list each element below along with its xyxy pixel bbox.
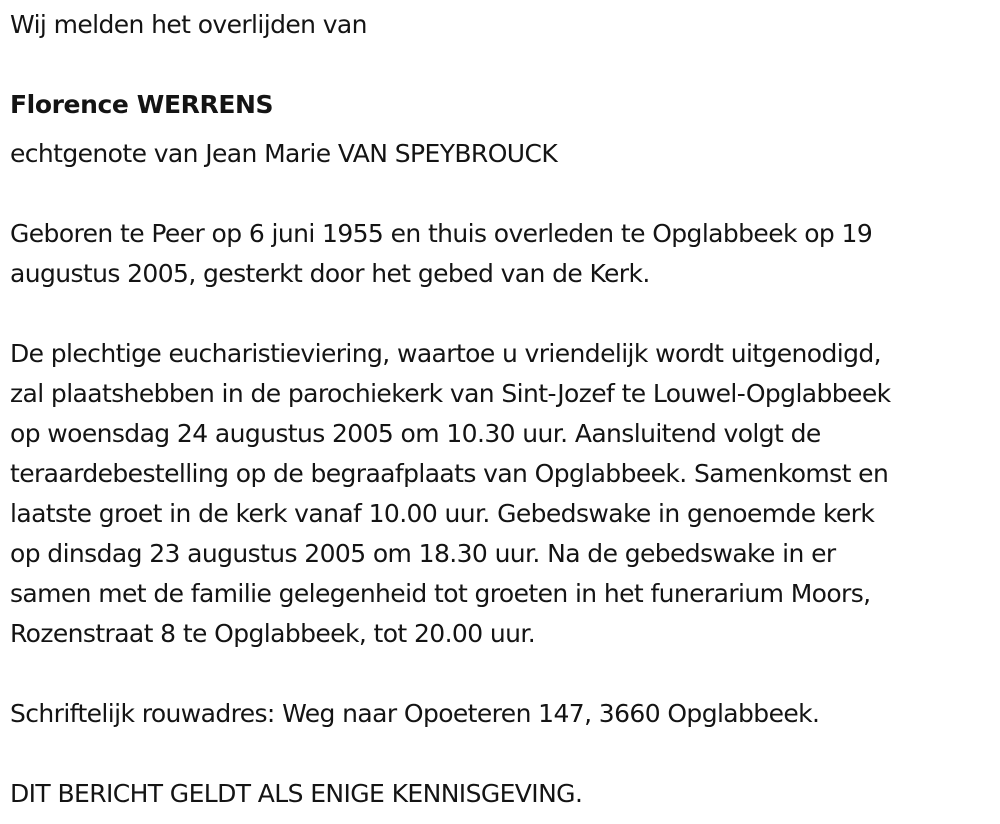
paragraph-line: Rozenstraat 8 te Opglabbeek, tot 20.00 uur.: [10, 619, 536, 648]
paragraph-line: laatste groet in de kerk vanaf 10.00 uur. Gebedswake in genoemde kerk: [10, 499, 875, 528]
paragraph-line: De plechtige eucharistieviering, waartoe u vriendelijk wordt uitgenodigd,: [10, 339, 881, 368]
paragraph-line: zal plaatshebben in de parochiekerk van Sint-Jozef te Louwel-Opglabbeek: [10, 379, 891, 408]
paragraph-line: samen met de familie gelegenheid tot groeten in het funerarium Moors,: [10, 579, 871, 608]
paragraph-line: op woensdag 24 augustus 2005 om 10.30 uur. Aansluitend volgt de: [10, 419, 821, 448]
paragraph-line: augustus 2005, gesterkt door het gebed van de Kerk.: [10, 259, 650, 288]
mourning-address: Schriftelijk rouwadres: Weg naar Opoeteren 147, 3660 Opglabbeek.: [10, 699, 820, 728]
intro-text: Wij melden het overlijden van: [10, 10, 367, 39]
deceased-name: Florence WERRENS: [10, 90, 274, 119]
spouse-line: echtgenote van Jean Marie VAN SPEYBROUCK: [10, 139, 558, 168]
paragraph-line: op dinsdag 23 augustus 2005 om 18.30 uur. Na de gebedswake in er: [10, 539, 836, 568]
paragraph-line: Geboren te Peer op 6 juni 1955 en thuis overleden te Opglabbeek op 19: [10, 219, 873, 248]
paragraph-line: teraardebestelling op de begraafplaats van Opglabbeek. Samenkomst en: [10, 459, 889, 488]
closing-statement: DIT BERICHT GELDT ALS ENIGE KENNISGEVING.: [10, 779, 583, 808]
